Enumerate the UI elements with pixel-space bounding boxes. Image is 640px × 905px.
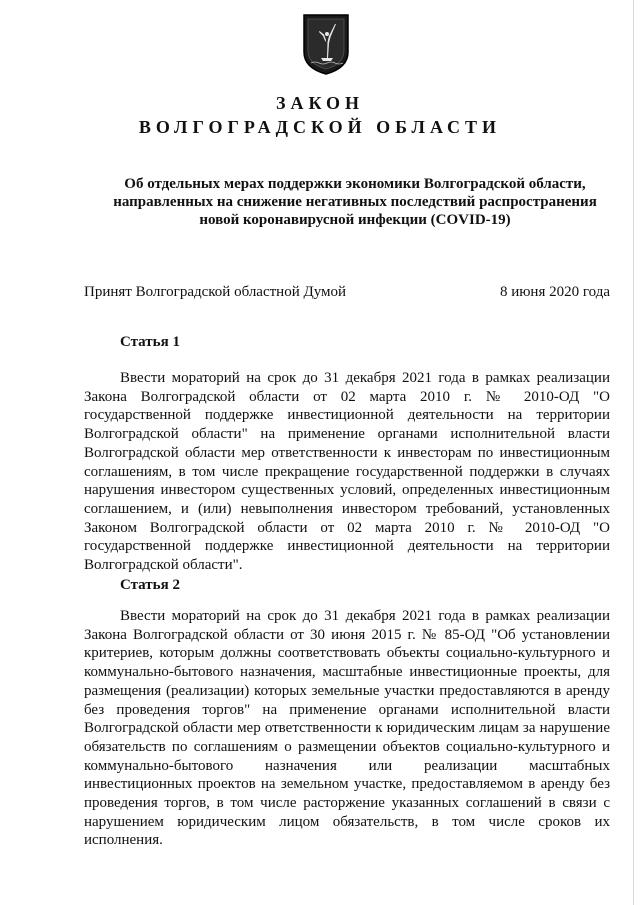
law-title: ЗАКОН [275, 93, 365, 113]
article-2-heading: Статья 2 [120, 577, 180, 593]
article-1-text: Ввести мораторий на срок до 31 декабря 2021 года в рамках реализации Закона Волгоградской области от 02 марта 2010 г. № 2010-ОД "О государственной поддержке инвестиционной деятельности на территории Волгоградской области" на применение органами исполнительной власти Волгоградской области мер ответственности к инвесторам по инвестиционным соглашениям, в том числе прекращение государственной поддержки в случаях нарушения инвестором существенных условий, определенных инвестиционным соглашением, и (или) невыполнения инвестором требований, установленных Законом Волгоградской области от 02 марта 2010 г. № 2010-ОД "О государственной поддержке инвестиционной деятельности на территории Волгоградской области". [84, 370, 610, 574]
adoption-date: 8 июня 2020 года [499, 284, 610, 300]
volgograd-coat-of-arms-icon [301, 12, 351, 76]
law-subject: Об отдельных мерах поддержки экономики Волгоградской области, направленных на снижение негативных последствий распространения новой коронавирусной инфекции (COVID-19) [113, 176, 597, 228]
law-region: ВОЛГОГРАДСКОЙ ОБЛАСТИ [138, 117, 502, 137]
scan-edge-divider [633, 0, 634, 905]
article-2-text: Ввести мораторий на срок до 31 декабря 2021 года в рамках реализации Закона Волгоградской области от 30 июня 2015 г. № 85-ОД "Об установлении критериев, которым должны соответствовать объекты социально-культурного и коммунально-бытового назначения, масштабные инвестиционные проекты, для размещения (реализации) которых земельные участки предоставляются в аренду без проведения торгов" на применение органами исполнительной власти Волгоградской области мер ответственности к юридическим лицам за нарушение обязательств по соглашениям о размещении объектов социально-культурного и коммунально-бытового назначения или реализации масштабных инвестиционных проектов на земельном участке, предоставляемом в аренду без проведения торгов, в том числе расторжение указанных соглашений в связи с нарушением юридическим лицом обязательств, в том числе сроков их исполнения. [84, 608, 610, 849]
article-1-heading: Статья 1 [120, 334, 180, 350]
adopted-by: Принят Волгоградской областной Думой [84, 284, 347, 300]
